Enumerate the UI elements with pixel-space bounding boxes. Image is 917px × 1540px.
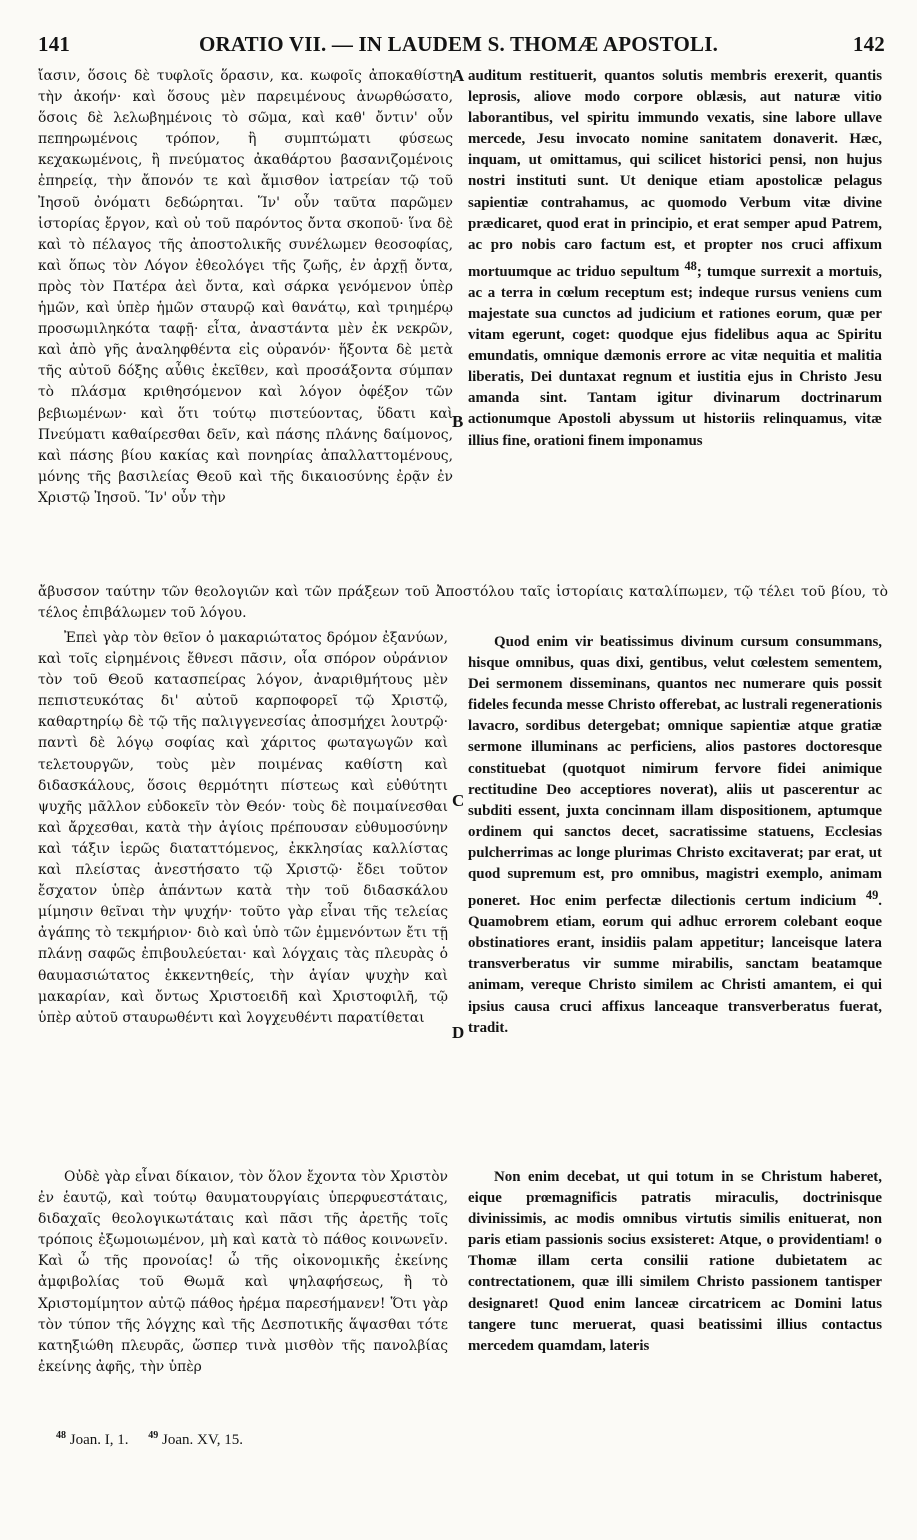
latin-column-block-3	[468, 1167, 882, 1357]
latin-text: . Quamobrem etiam, eorum qui adhuc errorem colebant eoque obstinatiores erant, insidiis palam appetitur; lanceisque latera transverberatus vir summe mirabilis, sanctam beatamque animam, vereque Christo similem ac Christi amantem, ei qui ipsius causa cruci affixus lanceaque transverberatus fuerat, tradit.	[468, 893, 882, 1036]
latin-text: ; tumque surrexit a mortuis, ac a terra in cœlum receptum est; indeque rursus veniens cum majestate sua cunctos ad judicium et rationes eorum, quæ per vitam egerunt, coget: quodque ejus fidelibus aqua ac Spiritu emundatis, omnique dæmonis errore ac vitæ nequitia et malitia liberatis, Dei duntaxat regnum et iustitia ejus in Christo Jesu amanda sint. Tantam igitur divinarum doctrinarum actionumque Apostoli abyssum ut historiis relinquamus, vitæ illius fine, orationi finem imponamus	[468, 263, 882, 449]
section-marker-c: C	[452, 791, 465, 810]
footnote-text: Joan. I, 1.	[69, 1432, 129, 1448]
latin-paragraph: Non enim decebat, ut qui totum in se Christum haberet, eique prœmagnificis patratis miraculis, doctrinisque divinissimis, ac modis omnibus virtutis similis enituerat, non paris etiam passionis socius exsisteret: Atque, o providentiam! o Thomæ illam certa consilii ratione dubietatem ac contrectationem, quæ illi similem Christo passionem tantisper designaret! Quod enim lanceæ circatricem ac Domini latus tangere tunc meruerat, quasi beatissimi illius contactus mercedem quamdam, lateris	[468, 1169, 882, 1354]
latin-text: Quod enim vir beatissimus divinum cursum consummans, hisque omnibus, quas dixi, gentibus, velut cœlestem sementem, Dei sermonem disseminans, quantos nec numerare quis possit fideles fecunda messe Christo offerebat, ac lustrali regenerationis lavacro, sordibus detergebat; omnique sapientiæ atque gratiæ sermone illuminans ac perficiens, alios pastores doctoresque constituebat (quotquot nimirum fervore fidei animique rectitudine Deo acceptiores noverat), aliis ut pascerentur ac subditi essent, juxta concinnam illam dispositionem, aptumque ordinem qui sanctos decet, sacratissime statuens, Ecclesias pulcherrimas ac longe plurimas Christo excitaverat; par erat, ut quod supremum est, pro omnibus, magistri exemplo, animam poneret. Hoc enim perfectæ dilectionis certum indicium	[468, 634, 882, 910]
footnote-text: Joan. XV, 15.	[162, 1432, 243, 1448]
footnote	[56, 1432, 129, 1448]
greek-column-block-3	[38, 1167, 448, 1378]
footnote-number: 49	[148, 1430, 159, 1441]
greek-paragraph: Οὐδὲ γὰρ εἶναι δίκαιον, τὸν ὅλον ἔχοντα τὸν Χριστὸν ἐν ἑαυτῷ, καὶ τούτῳ θαυματουργίαις ὑπερφυεστάταις, διδαχαῖς θεολογικωτάταις καὶ πᾶσι τῆς ἀρετῆς τοῖς τρόποις ἐξωμοιωμένον, μὴ καὶ κατὰ τὸ πάθος κοινωνεῖν. Καὶ ὦ τῆς προνοίας! ὦ τῆς οἰκονομικῆς ἐκείνης ἀμφιβολίας τοῦ Θωμᾶ καὶ ψηλαφήσεως, ἢ τὸ Χριστομίμητον αὐτῷ πάθος ἠρέμα παρεσήμανεν! Ὅτι γὰρ τὸν τύπον τῆς λόγχης καὶ τῆς Δεσποτικῆς ἅψασθαι τότε κατηξιώθη πλευρᾶς, ὥσπερ τινὰ μισθὸν τῆς πανολβίας ἐκείνης ἀφῆς, τὴν ὑπὲρ	[38, 1169, 448, 1375]
section-marker-b: B	[452, 412, 464, 431]
page-number-left: 141	[38, 32, 71, 56]
latin-text: auditum restituerit, quantos solutis membris erexerit, quantis leprosis, aliove modo corpore oblæsis, aut naturæ vitio laborantibus, vel spiritu immundo vexatis, sine labore ullave mercede, Jesu invocato nomine sanitatem donaverit. Hæc, inquam, ut omittamus, qui scilicet historici pensi, non hujus nostri instituti sunt. Ut denique etiam apostolicæ pelagus sapientiæ contrahamus, ac quomodo Verbum vitæ divine prædicaret, quod erat in principio, et erat semper apud Patrem, ac pro nobis caro factum est, et propter nos cruci affixum mortuumque ac triduo sepultum	[468, 68, 882, 280]
footnote-ref: 48	[684, 258, 697, 273]
footnote	[148, 1432, 243, 1448]
latin-column-block-1	[468, 66, 882, 452]
running-header	[30, 30, 887, 62]
greek-column-block-1	[38, 66, 453, 509]
section-marker-d: D	[452, 1023, 465, 1042]
page-title: ORATIO VII. — IN LAUDEM S. THOMÆ APOSTOLI.	[198, 32, 719, 56]
greek-paragraph: ἄβυσσον ταύτην τῶν θεολογιῶν καὶ τῶν πράξεων τοῦ Ἀποστόλου ταῖς ἱστορίαις καταλίπωμεν, τῷ τέλει τοῦ βίου, τὸ τέλος ἐπιβάλωμεν τοῦ λόγου.	[38, 584, 888, 622]
footnote-number: 48	[56, 1430, 66, 1441]
greek-column-block-2	[38, 628, 448, 1029]
section-marker-a: A	[452, 66, 465, 85]
latin-paragraph	[468, 66, 882, 452]
page-number-right: 142	[852, 32, 885, 56]
latin-paragraph	[468, 632, 882, 1039]
footnotes	[56, 1430, 556, 1449]
greek-paragraph: ἴασιν, ὅσοις δὲ τυφλοῖς ὅρασιν, κα. κωφοῖς ἀποκαθίστη τὴν ἀκοήν· καὶ ὅσους μὲν παρειμένους ἀνωρθώσατο, ὅσοις δὲ λελωβημένοις τὸ σῶμα, καὶ καθ' ὄντιν' οὖν πεπηρωμένοις τρόπον, ἢ συμπτώματι φύσεως κεχακωμένοις, ἢ πνεύματος ἀκαθάρτου βασανιζομένοις ἐπηρείᾳ, τὴν ἄπονόν τε καὶ ἄμισθον ἰατρείαν τῷ τοῦ Ἰησοῦ ὀνόματι δεδώρηται. Ἵν' οὖν ταῦτα παρῶμεν ἱστορίας ἔργον, καὶ οὐ τοῦ παρόντος ὄντα σκοποῦ· ἵνα δὲ καὶ τὸ πέλαγος τῆς ἀποστολικῆς συνέλωμεν θεοσοφίας, καὶ ὅπως τὸν Λόγον ἐθεολόγει τῆς ζωῆς, ἐν ἀρχῇ ὄντα, πρὸς τὸν Πατέρα ἀεὶ ὄντα, καὶ σάρκα γενόμενον ὑπὲρ ἡμῶν, καὶ ὑπὲρ ἡμῶν σταυρῷ καὶ θανάτῳ, καὶ τριημέρῳ προσωμιληκότα ταφῇ· εἶτα, ἀναστάντα μὲν ἐκ νεκρῶν, καὶ ἀπὸ γῆς ἀναληφθέντα εἰς οὐρανόν· ἥξοντα δὲ μετὰ τῆς αὐτοῦ δόξης αὖθις ἐκεῖθεν, καὶ προσάξοντα σύμπαν τὸ πλάσμα κριθησόμενον καὶ λόγον ὀφέξον τῶν βεβιωμένων· καὶ ὅτι τούτῳ πιστεύοντας, ὕδατι καὶ Πνεύματι καθαίρεσθαι δεῖν, καὶ πάσης πλάνης δαίμονος, καὶ πάσης βίου κακίας καὶ πονηρίας ἀπαλλαττομένους, μόνης τῆς βασιλείας Θεοῦ καὶ τῆς δικαιοσύνης ἐρᾷν ἐν Χριστῷ Ἰησοῦ. Ἵν' οὖν τὴν	[38, 68, 453, 506]
footnote-ref: 49	[865, 888, 879, 903]
greek-bridge-lines	[38, 582, 888, 624]
latin-column-block-2	[468, 632, 882, 1039]
greek-paragraph: Ἐπεὶ γὰρ τὸν θεῖον ὁ μακαριώτατος δρόμον ἐξανύων, καὶ τοῖς εἰρημένοις ἔθνεσι πᾶσιν, οἷα σπόρον οὐράνιον τὸν τοῦ Θεοῦ κατασπείρας λόγον, ἀναριθμήτους μὲν πεπιστευκότας δι' αὐτοῦ καρποφορεῖ τῷ Χριστῷ, καθαρτηρίῳ δὲ τῷ τῆς παλιγγενεσίας ἀποσμήχει λουτρῷ· παντὶ δὲ λόγῳ σοφίας καὶ χάριτος φωταγωγῶν καὶ τελετουργῶν, τοὺς μὲν ποιμένας καθίστη καὶ διδασκάλους, ὅσοις θερμότητι πίστεως καὶ εὐθύτητι ψυχῆς μᾶλλον εὐδοκεῖν τὸν Θεόν· τοὺς δὲ ποιμαίνεσθαι καὶ ἄρχεσθαι, κατὰ τὴν ἁγίοις πρέπουσαν εὐθυμοσύνην καὶ τάξιν ἱερῶς διαταττόμενος, ἐκκλησίας καλλίστας καὶ πλείστας ἀνεστήσατο τῷ Χριστῷ· ἔδει τοῦτον ἔσχατον ὑπὲρ ἁπάντων κατὰ τὴν τοῦ διδασκάλου μίμησιν θεῖναι τὴν ψυχήν· τοῦτο γὰρ εἶναι τῆς τελείας ἀγάπης τὸ τεκμήριον· διὸ καὶ ὑπὸ τῶν ἐμμενόντων ἔτι τῇ πλάνῃ σαφῶς ἐπιβουλεύεται· καὶ λόγχαις τὰς πλευρὰς ὁ θαυμασιώτατος ἐκκεντηθείς, τὴν ἁγίαν ψυχὴν καὶ μακαρίαν, καὶ ὄντως Χριστοειδῆ καὶ Χριστοφιλῆ, τῷ ὑπὲρ αὐτοῦ σταυρωθέντι καὶ λογχευθέντι παρατίθεται	[38, 630, 448, 1026]
